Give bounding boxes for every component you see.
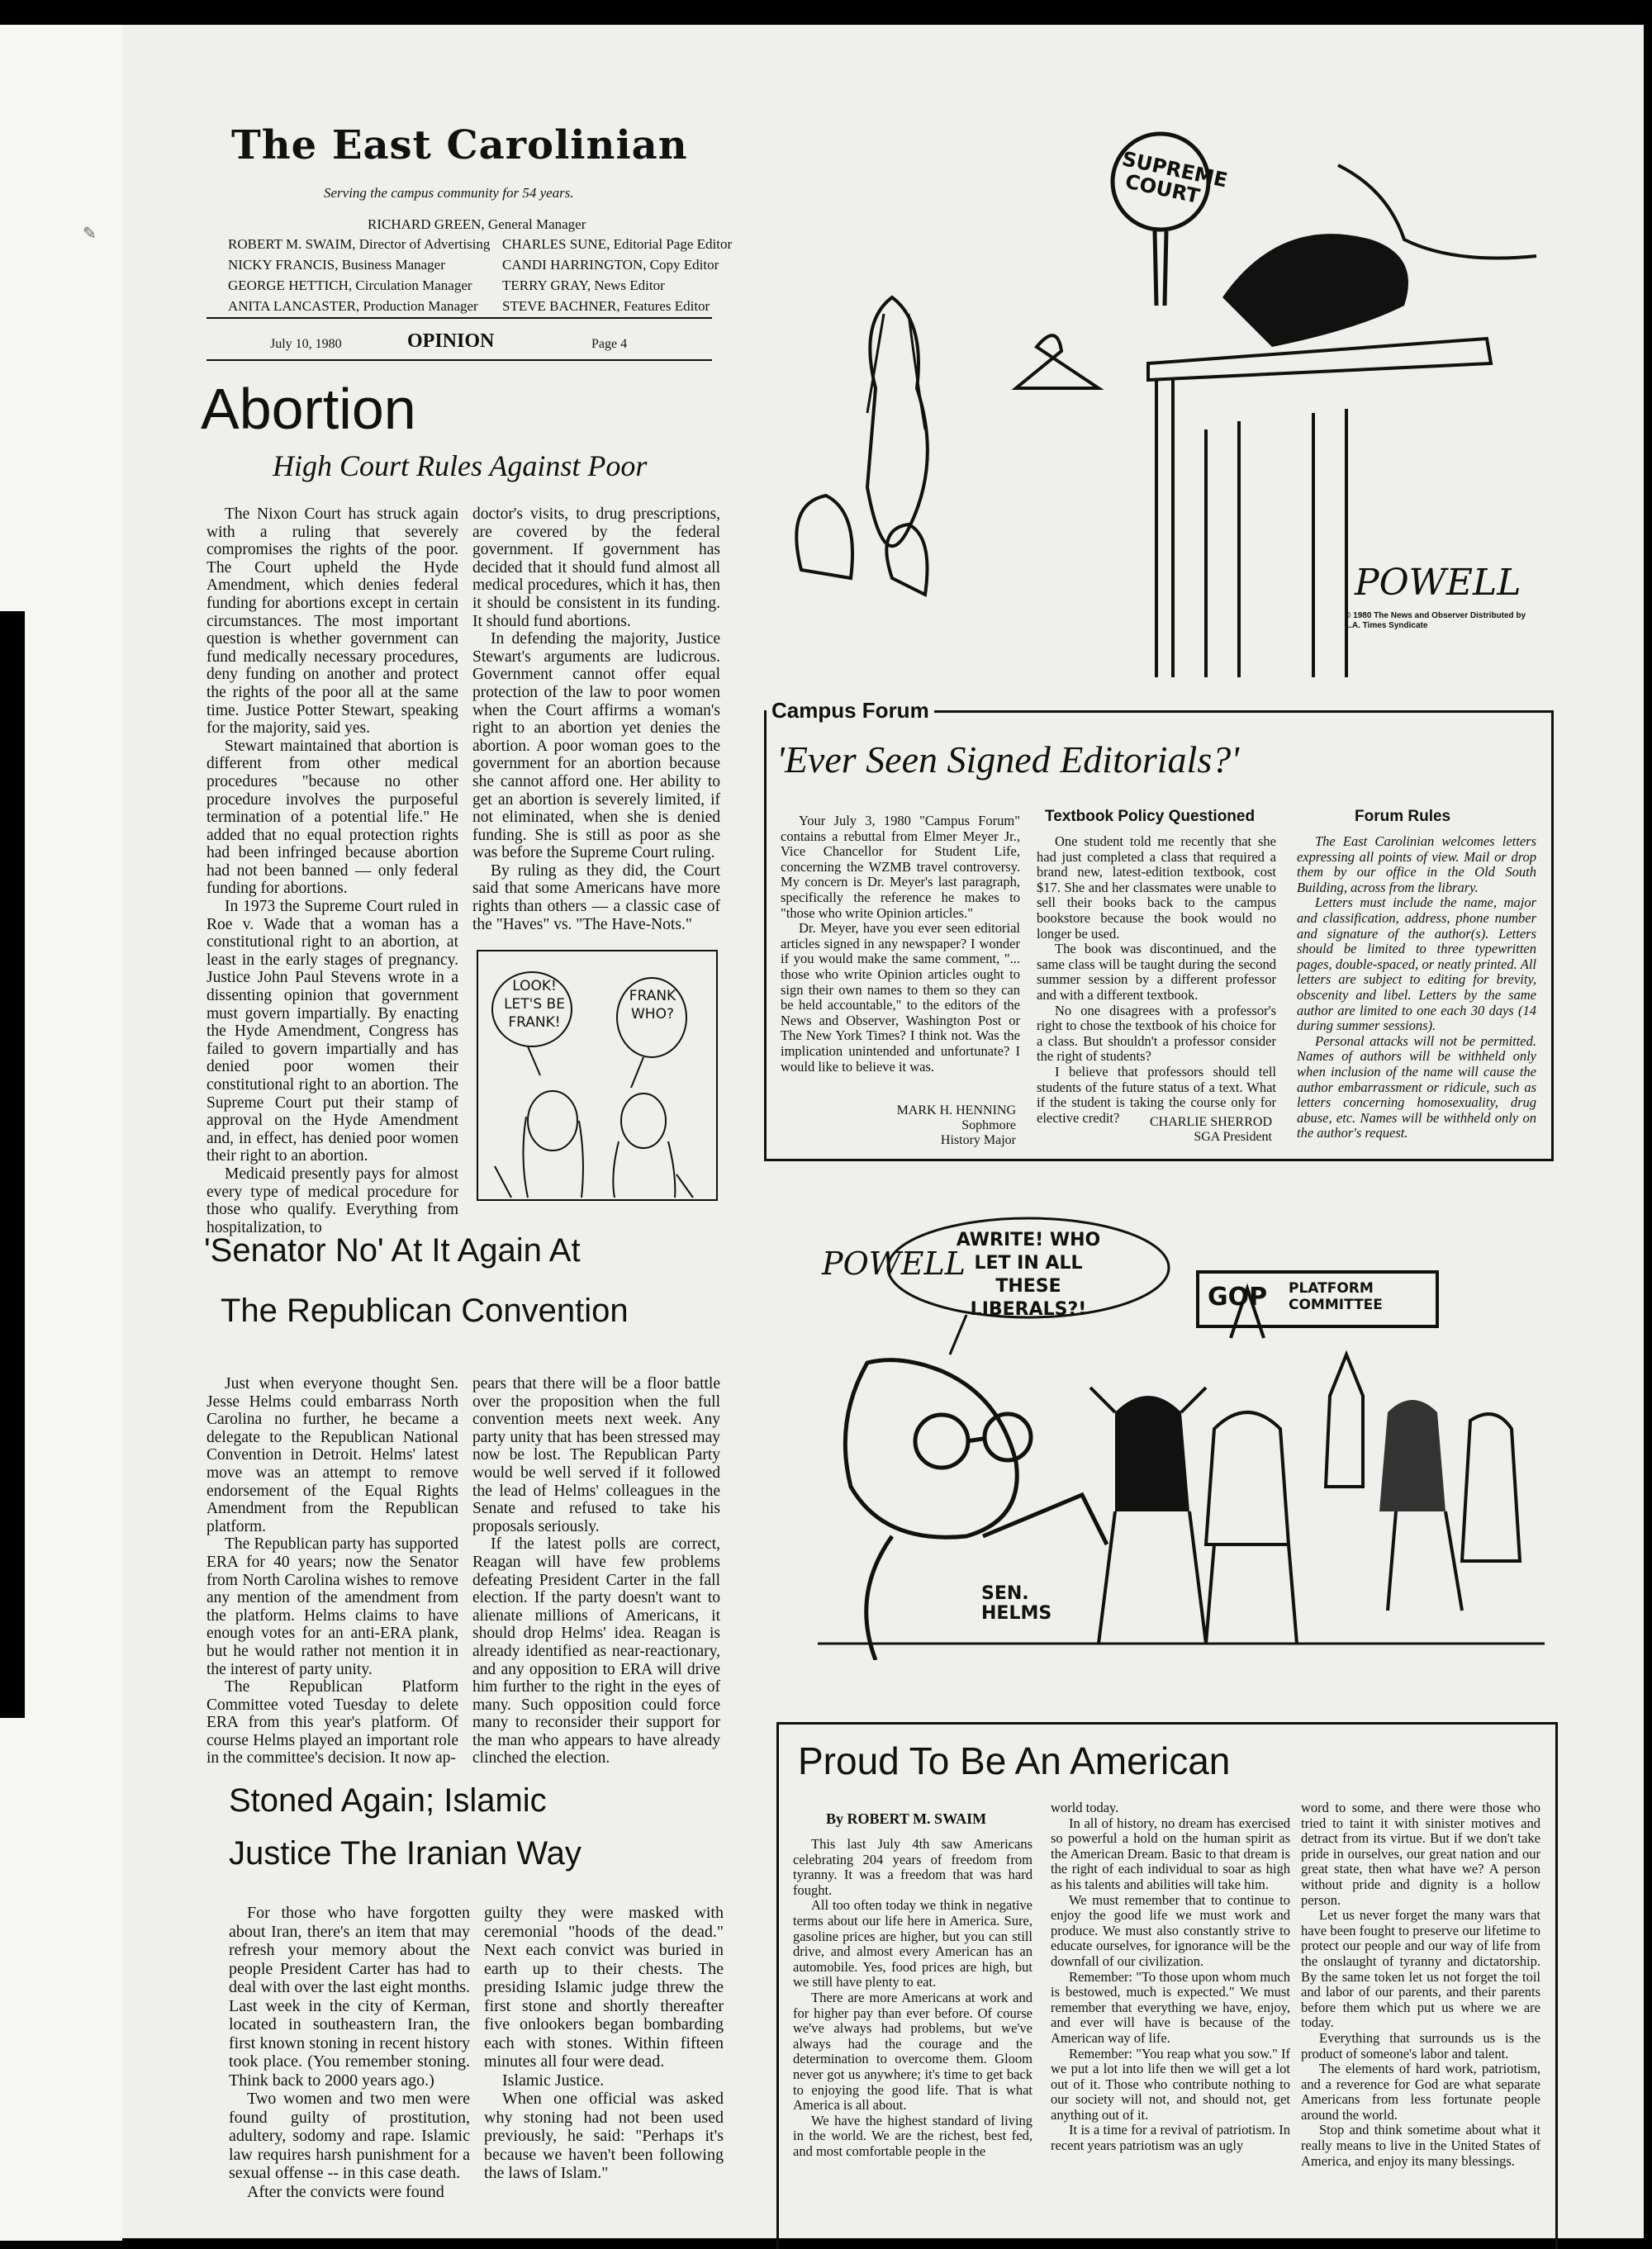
stoned-c2-p3: When one official was asked why stoning had not been used previously, he said: "Perhaps it's because we haven't been following the laws of Islam." <box>484 2090 724 2182</box>
abortion-c1-p1: The Nixon Court has struck again with a ruling that severely compromises the rights of the poor. The Court upheld the Hyde Amendment, which denies federal funding for abortions except in certain circumstances. The most important question is whether government can fund medically necessary procedures, deny funding on another and protect the rights of the poor all at the same time. Justice Potter Stewart, speaking for the majority, said yes. <box>206 505 458 738</box>
proud-c3-p2: Let us never forget the many wars that have been fought to preserve our lifetime to protect our people and our way of life from the onslaught of tyranny and dictatorship. By the same token let us not forget the toil and labor of our parents, and their parents before them which put us where we are today. <box>1301 1907 1540 2031</box>
proud-column-2 <box>1051 1801 1290 2154</box>
stoned-c2-p2: Islamic Justice. <box>502 2071 605 2090</box>
senator-c1-p1: Just when everyone thought Sen. Jesse Helms could embarrass North Carolina no further, he became a delegate to the Republican National Convention in Detroit. Helms' latest move was an attempt to remove endorsement of the Equal Rights Amendment from the Republican platform. <box>206 1375 458 1535</box>
sig1-class: Sophmore <box>961 1118 1016 1132</box>
senator-c1-p3: The Republican Platform Committee voted Tuesday to delete ERA from this year's platform. Of course Helms played an important role in the committee's decision. It now ap- <box>206 1678 458 1767</box>
abortion-c1-p2: Stewart maintained that abortion is different from other medical procedures "because no other procedure involves the purposeful termination of a potential life." He added that no equal protection rights had been infringed because abortion had not been banned — only federal funding for abortions. <box>206 737 458 898</box>
senator-c2-p1: pears that there will be a floor battle over the proposition when the full convention meets next week. Any party unity that has been stressed may now be lost. The Republican Party would be well served if it followed the lead of Helms' colleagues in the Senate and refused to take his proposals seriously. <box>472 1375 720 1535</box>
section-label: OPINION <box>407 330 495 352</box>
forum-l2-p1: One student told me recently that she had just completed a class that required a brand new, latest-edition textbook, cost $17. She and her classmates were unable to sell their books back to the campus bookstore because the book would no longer be used. <box>1037 833 1276 942</box>
forum-headline: 'Ever Seen Signed Editorials?' <box>776 738 1240 781</box>
proud-c2-p5: Remember: "You reap what you sow." If we put a lot into life then we will get a lot out of it. Those who contribute nothing to our society will not, and should not, get anything out of it. <box>1051 2045 1290 2123</box>
gop-cartoon-signature: POWELL <box>822 1245 966 1282</box>
forum-rules-title: Forum Rules <box>1355 808 1451 825</box>
proud-c2-p6: It is a time for a revival of patriotism. In recent years patriotism was an ugly <box>1051 2122 1290 2154</box>
page-number: Page 4 <box>591 337 628 351</box>
senator-headline-line-2: The Republican Convention <box>221 1293 629 1329</box>
abortion-column-2 <box>472 505 720 933</box>
staff-right-2: CANDI HARRINGTON, Copy Editor <box>502 257 719 273</box>
stoned-c1-p3: After the convicts were found <box>247 2182 444 2201</box>
abortion-c1-p4: Medicaid presently pays for almost every type of medical procedure for those who qualify. Everything from hospitalization, to <box>206 1165 458 1236</box>
abortion-c1-p3: In 1973 the Supreme Court ruled in Roe v. Wade that a woman has a constitutional right to an abortion, at least in the early stages of pregnancy. Justice John Paul Stevens wrote in a dissenting opinion that government must govern impartially. By enacting the Hyde Amendment, Congress has failed to govern impartially and has denied poor women their constitutional right to an abortion. The Supreme Court put their stamp of approval on the Hyde Amendment and, in effect, has denied poor women their right to an abortion. <box>206 898 458 1165</box>
forum-letter-1-signature <box>851 1103 1016 1148</box>
proud-c2-p1: world today. <box>1051 1800 1119 1815</box>
section-rule <box>206 359 712 361</box>
forum-rules-p2: Letters must include the name, major and classification, address, phone number and signature of the author(s). Letters should be limited to three typewritten pages, double-spaced, or neatly printed. All letters are subject to editing for brevity, obscenity and libel. Letters by the same author are limited to one each 30 days (14 during summer sessions). <box>1297 894 1536 1034</box>
proud-headline: Proud To Be An American <box>798 1739 1231 1782</box>
abortion-c2-p1: doctor's visits, to drug prescriptions, are covered by the federal government. If government has decided that it should fund almost all medical procedures, which it has, then it should be consistent in its funding. It should fund abortions. <box>472 505 720 630</box>
staff-left-2: NICKY FRANCIS, Business Manager <box>228 257 445 273</box>
stoned-headline-line-2: Justice The Iranian Way <box>229 1835 582 1872</box>
forum-l2-p2: The book was discontinued, and the same class will be taught during the second summer session by a different professor and with a different textbook. <box>1037 941 1276 1003</box>
cartoon-signature: POWELL <box>1355 562 1521 604</box>
senator-column-1 <box>206 1375 458 1767</box>
gop-cartoon-bubble: AWRITE! WHO LET IN ALL THESE LIBERALS?! <box>956 1230 1101 1320</box>
forum-rules-p1: The East Carolinian welcomes letters expressing all points of view. Mail or drop them by our office in the Old South Building, across from the library. <box>1297 833 1536 895</box>
masthead-motto: Serving the campus community for 54 years. <box>324 185 574 201</box>
stoned-c1-p1: For those who have forgotten about Iran, there's an item that may refresh your memory about the people President Carter has had to deal with over the last eight months. Last week in the city of Kerman, located in southeastern Iran, the first known stoning in recent history took place. (You remember stoning. Think back to 2000 years ago.) <box>229 1904 470 2090</box>
senator-headline-line-1: 'Senator No' At It Again At <box>204 1232 581 1269</box>
page-stamp-icon: ✎ <box>83 225 97 243</box>
staff-left-3: GEORGE HETTICH, Circulation Manager <box>228 278 472 293</box>
forum-letter-2 <box>1037 834 1276 1126</box>
staff-list-right <box>502 234 732 316</box>
proud-c1-p2: All too often today we think in negative terms about our life here in America. Sure, gasoline prices are higher, but you can still drive, and almost every American has an automobile. Yes, food prices are high, but we still have plenty to eat. <box>793 1897 1032 1990</box>
proud-c3-p3: Everything that surrounds us is the product of someone's labor and talent. <box>1301 2029 1540 2062</box>
staff-left-1: ROBERT M. SWAIM, Director of Advertising <box>228 236 491 252</box>
abortion-column-1 <box>206 505 458 1236</box>
proud-c2-p4: Remember: "To those upon whom much is bestowed, much is expected." We must remember that everything we have, enjoy, and ever will have is because of the American way of life. <box>1051 1968 1290 2046</box>
stoned-column-1 <box>229 1904 470 2201</box>
proud-column-3 <box>1301 1801 1540 2169</box>
sig1-name: MARK H. HENNING <box>896 1103 1016 1117</box>
stoned-c1-p2: Two women and two men were found guilty of prostitution, adultery, sodomy and rape. Islamic law requires harsh punishment for a sexual offense -- in this case death. <box>229 2090 470 2182</box>
proud-c3-p4: The elements of hard work, patriotism, and a reverence for God are what separate Americans from less fortunate people around the world. <box>1301 2061 1540 2123</box>
proud-c1-p1: This last July 4th saw Americans celebrating 204 years of freedom from tyranny. It was a freedom that was hard fought. <box>793 1836 1032 1898</box>
forum-letter-2-title: Textbook Policy Questioned <box>1045 808 1256 825</box>
forum-letter-2-signature <box>1107 1115 1272 1145</box>
abortion-c2-p2: In defending the majority, Justice Stewart's arguments are ludicrous. Government cannot offer equal protection of the law to poor women when the Court affirms a woman's right to an abortion yet denies the abortion. A poor woman goes to the government for an abortion because she cannot afford one. Her ability to get an abortion is severely limited, if not eliminated, when she is denied funding. She is still as poor as she was before the Supreme Court ruling. <box>472 630 720 862</box>
proud-c2-p3: We must remember that to continue to enjoy the good life we must work and produce. We must also constantly strive to educate ourselves, for ignorance will be the downfall of our civilization. <box>1051 1891 1290 1969</box>
issue-date: July 10, 1980 <box>270 337 342 351</box>
proud-c1-p3: There are more Americans at work and for higher pay than ever before. Of course we've always had problems, but we've always had the courage and the determination to overcome them. Gloom never got us anywhere; it's time to get back to enjoying the good life. That is what America is all about. <box>793 1989 1032 2114</box>
page-shadow <box>0 611 25 1718</box>
proud-column-1 <box>793 1837 1032 2159</box>
senator-c1-p2: The Republican party has supported ERA for 40 years; now the Senator from North Carolina wishes to remove any mention of the amendment from the platform. Helms claims to have enough votes for an anti-ERA plank, but he would rather not mention it in the interest of party unity. <box>206 1535 458 1678</box>
supreme-court-globe-label: SUPREME COURT <box>1119 147 1230 208</box>
forum-l2-p3: No one disagrees with a professor's right to chose the textbook of his choice for a class. But shouldn't a professor consider the right of students? <box>1037 1002 1276 1065</box>
sig1-major: History Major <box>940 1133 1016 1147</box>
platform-committee-sign: PLATFORM COMMITTEE <box>1289 1280 1383 1313</box>
general-manager: RICHARD GREEN, General Manager <box>368 216 586 232</box>
cartoon-credit: © 1980 The News and Observer Distributed by L.A. Times Syndicate <box>1345 611 1526 630</box>
sig2-title: SGA President <box>1194 1130 1272 1144</box>
sen-helms-label: SEN. HELMS <box>981 1583 1052 1624</box>
abortion-headline: Abortion <box>201 377 416 441</box>
forum-l2-p4: I believe that professors should tell students of the future status of a text. What if the student is taking the course only for elective credit? <box>1037 1063 1276 1126</box>
staff-left-4: ANITA LANCASTER, Production Manager <box>228 298 478 314</box>
staff-list-left <box>228 234 490 316</box>
forum-l1-p1: Your July 3, 1980 "Campus Forum" contains a rebuttal from Elmer Meyer Jr., Vice Chancellor for Student Life, concerning the WZMB travel controversy. My concern is Dr. Meyer's last paragraph, specifically the reference he makes to "those who write Opinion articles." <box>781 813 1020 921</box>
forum-rules-p3: Personal attacks will not be permitted. Names of authors will be withheld only when inclusion of the name will cause the author embarrassment or ridicule, such as letters concerning homosexuality, drug abuse, etc. Names will be withheld only on the author's request. <box>1297 1032 1536 1141</box>
staff-right-1: CHARLES SUNE, Editorial Page Editor <box>502 236 733 252</box>
forum-rules <box>1297 834 1536 1141</box>
proud-c2-p2: In all of history, no dream has exercised so powerful a hold on the human spirit as the American Dream. Basic to that dream is the right of each individual to soar as high as his talents and abilities will take him. <box>1051 1815 1290 1892</box>
small-cartoon-bubble-2: FRANK WHO? <box>629 988 676 1022</box>
senator-column-2 <box>472 1375 720 1767</box>
stoned-c2-p1: guilty they were masked with ceremonial "hoods of the dead." Next each convict was buried in earth up to their chests. The presiding Islamic judge threw the first stone and shortly thereafter five onlookers began bombarding each with stones. Within fifteen minutes all four were dead. <box>484 1904 724 2071</box>
senator-c2-p2: If the latest polls are correct, Reagan will have few problems defeating President Carter in the fall election. If the party doesn't want to alienate millions of Americans, it should drop Helms' idea. Reagan is already identified as near-reactionary, and any opposition to ERA will drive him further to the right in the eyes of many. Such opposition could force many to reconsider their support for the man who appears to have already clinched the election. <box>472 1535 720 1767</box>
proud-c1-p4: We have the highest standard of living in the world. We are the richest, best fed, and most comfortable people in the <box>793 2112 1032 2159</box>
staff-right-3: TERRY GRAY, News Editor <box>502 278 665 293</box>
masthead-title: The East Carolinian <box>231 122 688 168</box>
masthead-rule <box>206 317 712 319</box>
stoned-column-2 <box>484 1904 724 2183</box>
proud-byline: By ROBERT M. SWAIM <box>826 1810 987 1827</box>
proud-c3-p5: Stop and think sometime about what it really means to live in the United States of America, and enjoy its many blessings. <box>1301 2122 1540 2169</box>
forum-letter-1 <box>781 814 1020 1075</box>
gop-sign: GOP <box>1208 1283 1268 1312</box>
abortion-subhead: High Court Rules Against Poor <box>273 449 648 482</box>
abortion-c2-p3: By ruling as they did, the Court said that some Americans have more rights than others — a classic case of the "Haves" vs. "The Have-Nots." <box>472 861 720 933</box>
sig2-name: CHARLIE SHERROD <box>1149 1115 1272 1129</box>
small-cartoon-bubble-1: LOOK! LET'S BE FRANK! <box>504 978 565 1031</box>
campus-forum-label: Campus Forum <box>767 698 934 724</box>
proud-c3-p1: word to some, and there were those who tried to taint it with sinister motives and detract from its virtue. But if we don't take pride in ourselves, our great nation and our great state, then what have we? A person without pride and dignity is a hollow person. <box>1301 1800 1540 1908</box>
staff-right-4: STEVE BACHNER, Features Editor <box>502 298 710 314</box>
stoned-headline-line-1: Stoned Again; Islamic <box>229 1782 547 1819</box>
forum-l1-p2: Dr. Meyer, have you ever seen editorial articles signed in any newspaper? I wonder if you would make the same comment, "... those who write Opinion articles ought to sign their own names to them so they can be held accountable," to the editors of the News and Observer, Washington Post or The New York Times? I think not. Was the implication unintended and unfortunate? I would like to believe it was. <box>781 920 1020 1075</box>
